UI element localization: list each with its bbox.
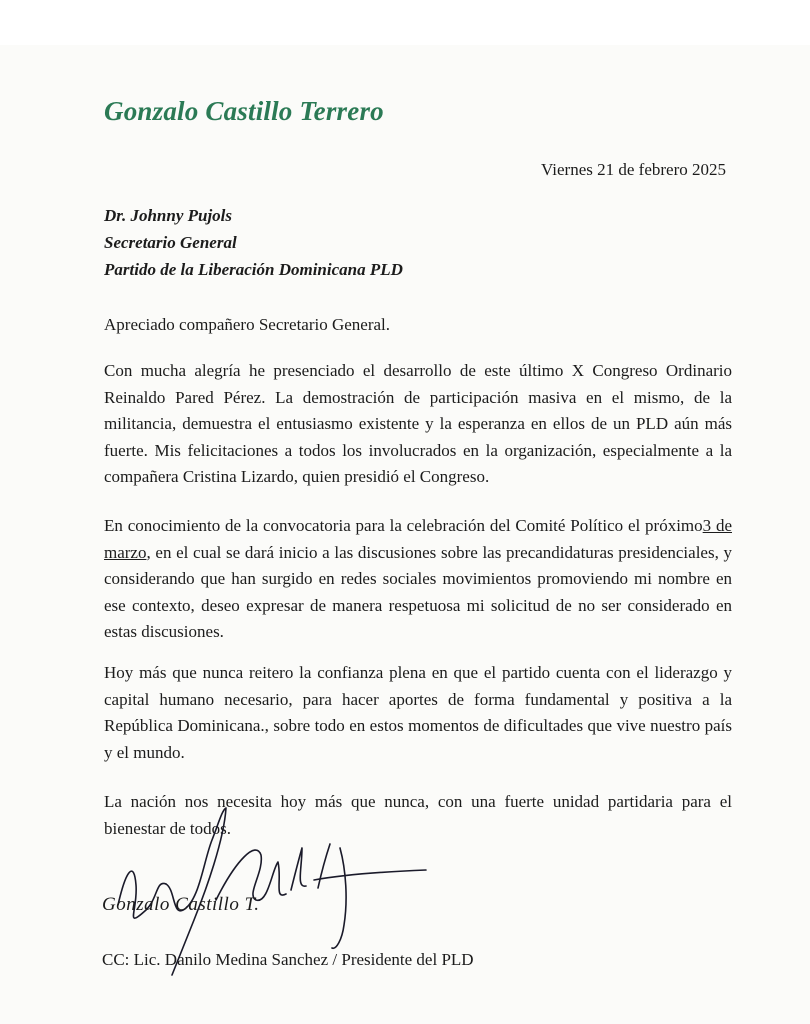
meeting-date: 3 de marzo: [104, 516, 732, 562]
paragraph-congress: Con mucha alegría he presenciado el desarrollo de este último X Congreso Ordinario Reinaldo Pared Pérez. La demostración de participación masiva en el mismo, de la militancia, demuestra el entusiasmo existente y la esperanza en ellos de un PLD aún más fuerte. Mis felicitaciones a todos los involucrados en la organización, especialmente a la compañera Cristina Lizardo, quien presidió el Congreso.: [104, 361, 732, 486]
recipient-title: Secretario General: [104, 233, 237, 252]
recipient-block: [104, 202, 403, 283]
recipient-organization: Partido de la Liberación Dominicana PLD: [104, 260, 403, 279]
paragraph-unity: La nación nos necesita hoy más que nunca, con una fuerte unidad partidaria para el bienestar de todos.: [104, 792, 732, 838]
paragraph-request: [104, 513, 732, 646]
signature-name: Gonzalo Castillo T.: [102, 894, 260, 915]
letter-date: Viernes 21 de febrero 2025: [541, 160, 726, 179]
paragraph-request-body: , en el cual se dará inicio a las discusiones sobre las precandidaturas presidenciales, y considerando que han surgido en redes sociales movimientos promoviendo mi nombre en ese contexto, deseo expresar de manera respetuosa mi solicitud de no ser considerado en estas discusiones.: [104, 542, 732, 641]
greeting: Apreciado compañero Secretario General.: [104, 315, 391, 334]
paragraph-request-intro: En conocimiento de la convocatoria para la celebración del Comité Político el próximo: [104, 516, 703, 535]
paragraph-confidence: Hoy más que nunca reitero la confianza plena en que el partido cuenta con el liderazgo y capital humano necesario, para hacer aportes de forma fundamental y positiva a la República Dominicana., sobre todo en estos momentos de dificultades que vive nuestro país y el mundo.: [104, 663, 732, 762]
letterhead-name: Gonzalo Castillo Terrero: [104, 96, 384, 126]
cc-line: CC: Lic. Danilo Medina Sanchez / Presidente del PLD: [102, 950, 474, 969]
recipient-name: Dr. Johnny Pujols: [104, 206, 233, 225]
